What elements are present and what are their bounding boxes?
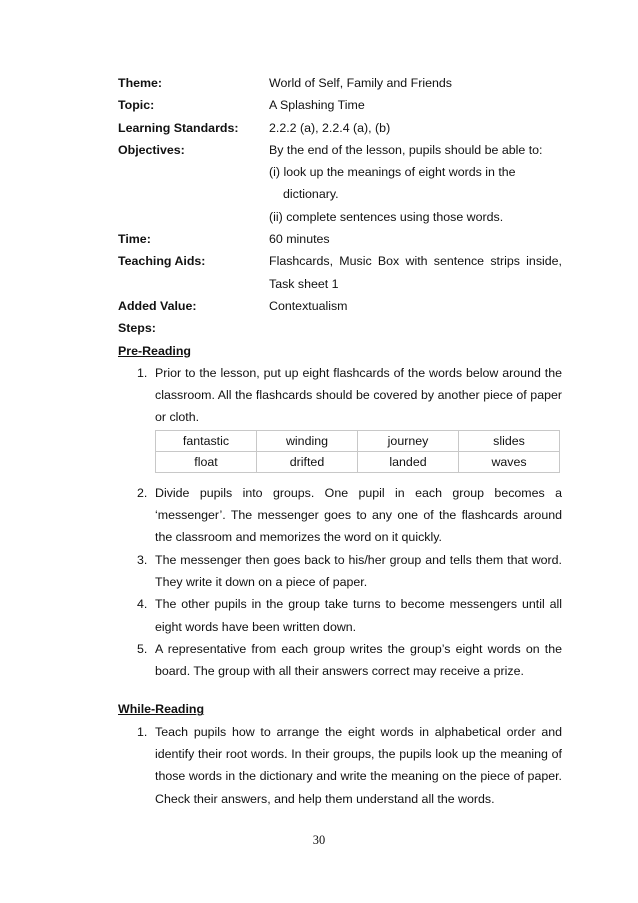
meta-row-objectives xyxy=(118,139,562,228)
meta-value-line: Task sheet 1 xyxy=(269,276,339,291)
step-text: The messenger then goes back to his/her group and tells them that word. They write it down on a piece of paper. xyxy=(155,552,562,589)
table-cell: journey xyxy=(358,430,459,451)
meta-value-line: (ii) complete sentences using those words. xyxy=(269,209,504,224)
meta-value-line: 60 minutes xyxy=(269,232,330,247)
step-number: 2. xyxy=(137,485,148,500)
lesson-plan-page xyxy=(118,72,562,810)
pre-reading-heading: Pre-Reading xyxy=(118,343,191,358)
pre-reading-steps xyxy=(118,362,562,429)
meta-value-line: By the end of the lesson, pupils should be able to: xyxy=(269,142,543,157)
meta-key: Learning Standards: xyxy=(118,120,239,135)
meta-value xyxy=(269,117,562,139)
list-item xyxy=(118,482,562,549)
meta-value xyxy=(269,250,562,295)
meta-value-line: 2.2.2 (a), 2.2.4 (a), (b) xyxy=(269,120,391,135)
step-number: 5. xyxy=(137,641,148,656)
step-number: 3. xyxy=(137,552,148,567)
table-row xyxy=(156,430,560,451)
while-reading-steps xyxy=(118,721,562,810)
meta-value-line: Contextualism xyxy=(269,298,348,313)
meta-row-learning-standards xyxy=(118,117,562,139)
meta-value-line: World of Self, Family and Friends xyxy=(269,76,452,90)
meta-key: Topic: xyxy=(118,98,155,113)
meta-row-teaching-aids xyxy=(118,250,562,295)
meta-key: Time: xyxy=(118,232,151,247)
pre-reading-steps-continued xyxy=(118,482,562,683)
step-text: Teach pupils how to arrange the eight words in alphabetical order and identify their root words. In their groups, the pupils look up the meaning of those words in the dictionary and write the meaning on the piece of paper. Check their answers, and help them understand all the words. xyxy=(155,724,562,806)
step-text: Prior to the lesson, put up eight flashcards of the words below around the classroom. All the flashcards should be covered by another piece of paper or cloth. xyxy=(155,365,562,425)
list-item xyxy=(118,362,562,429)
meta-row-topic xyxy=(118,94,562,116)
list-item xyxy=(118,549,562,594)
steps-label-row xyxy=(118,317,562,339)
step-text: The other pupils in the group take turns to become messengers until all eight words have been written down. xyxy=(155,597,562,634)
meta-key: Added Value: xyxy=(118,298,197,313)
meta-value xyxy=(269,295,562,317)
meta-row-time xyxy=(118,228,562,250)
list-item xyxy=(118,593,562,638)
page-number: 30 xyxy=(312,833,326,847)
step-number: 4. xyxy=(137,597,148,612)
meta-value xyxy=(269,228,562,250)
list-item xyxy=(118,721,562,810)
meta-value xyxy=(269,94,562,116)
meta-row-added-value xyxy=(118,295,562,317)
meta-value-line: (i) look up the meanings of eight words in the xyxy=(269,165,516,180)
step-number: 1. xyxy=(137,365,148,380)
table-cell: fantastic xyxy=(156,430,257,451)
table-cell: slides xyxy=(459,430,560,451)
meta-key: Theme: xyxy=(118,76,163,90)
meta-row-theme xyxy=(118,72,562,94)
while-reading-heading: While-Reading xyxy=(118,702,205,717)
table-cell: drifted xyxy=(257,451,358,472)
meta-value xyxy=(269,72,562,94)
step-text: A representative from each group writes the group’s eight words on the board. The group with all their answers correct may receive a prize. xyxy=(155,641,562,679)
meta-value xyxy=(269,139,562,228)
table-cell: landed xyxy=(358,451,459,472)
meta-key: Objectives: xyxy=(118,142,185,157)
list-item xyxy=(118,638,562,683)
meta-value-line: A Splashing Time xyxy=(269,98,365,113)
table-row xyxy=(156,451,560,472)
table-cell: waves xyxy=(459,451,560,472)
table-cell: float xyxy=(156,451,257,472)
steps-label: Steps: xyxy=(118,321,156,336)
step-text: Divide pupils into groups. One pupil in each group becomes a ‘messenger’. The messenger goes to any one of the flashcards around the classroom and memorizes the word on it quickly. xyxy=(155,485,562,545)
meta-key: Teaching Aids: xyxy=(118,254,206,269)
meta-value-line: dictionary. xyxy=(283,187,339,202)
step-number: 1. xyxy=(137,724,148,739)
table-cell: winding xyxy=(257,430,358,451)
word-table xyxy=(155,430,560,473)
meta-value-line: Flashcards, Music Box with sentence strips inside, xyxy=(269,254,562,269)
